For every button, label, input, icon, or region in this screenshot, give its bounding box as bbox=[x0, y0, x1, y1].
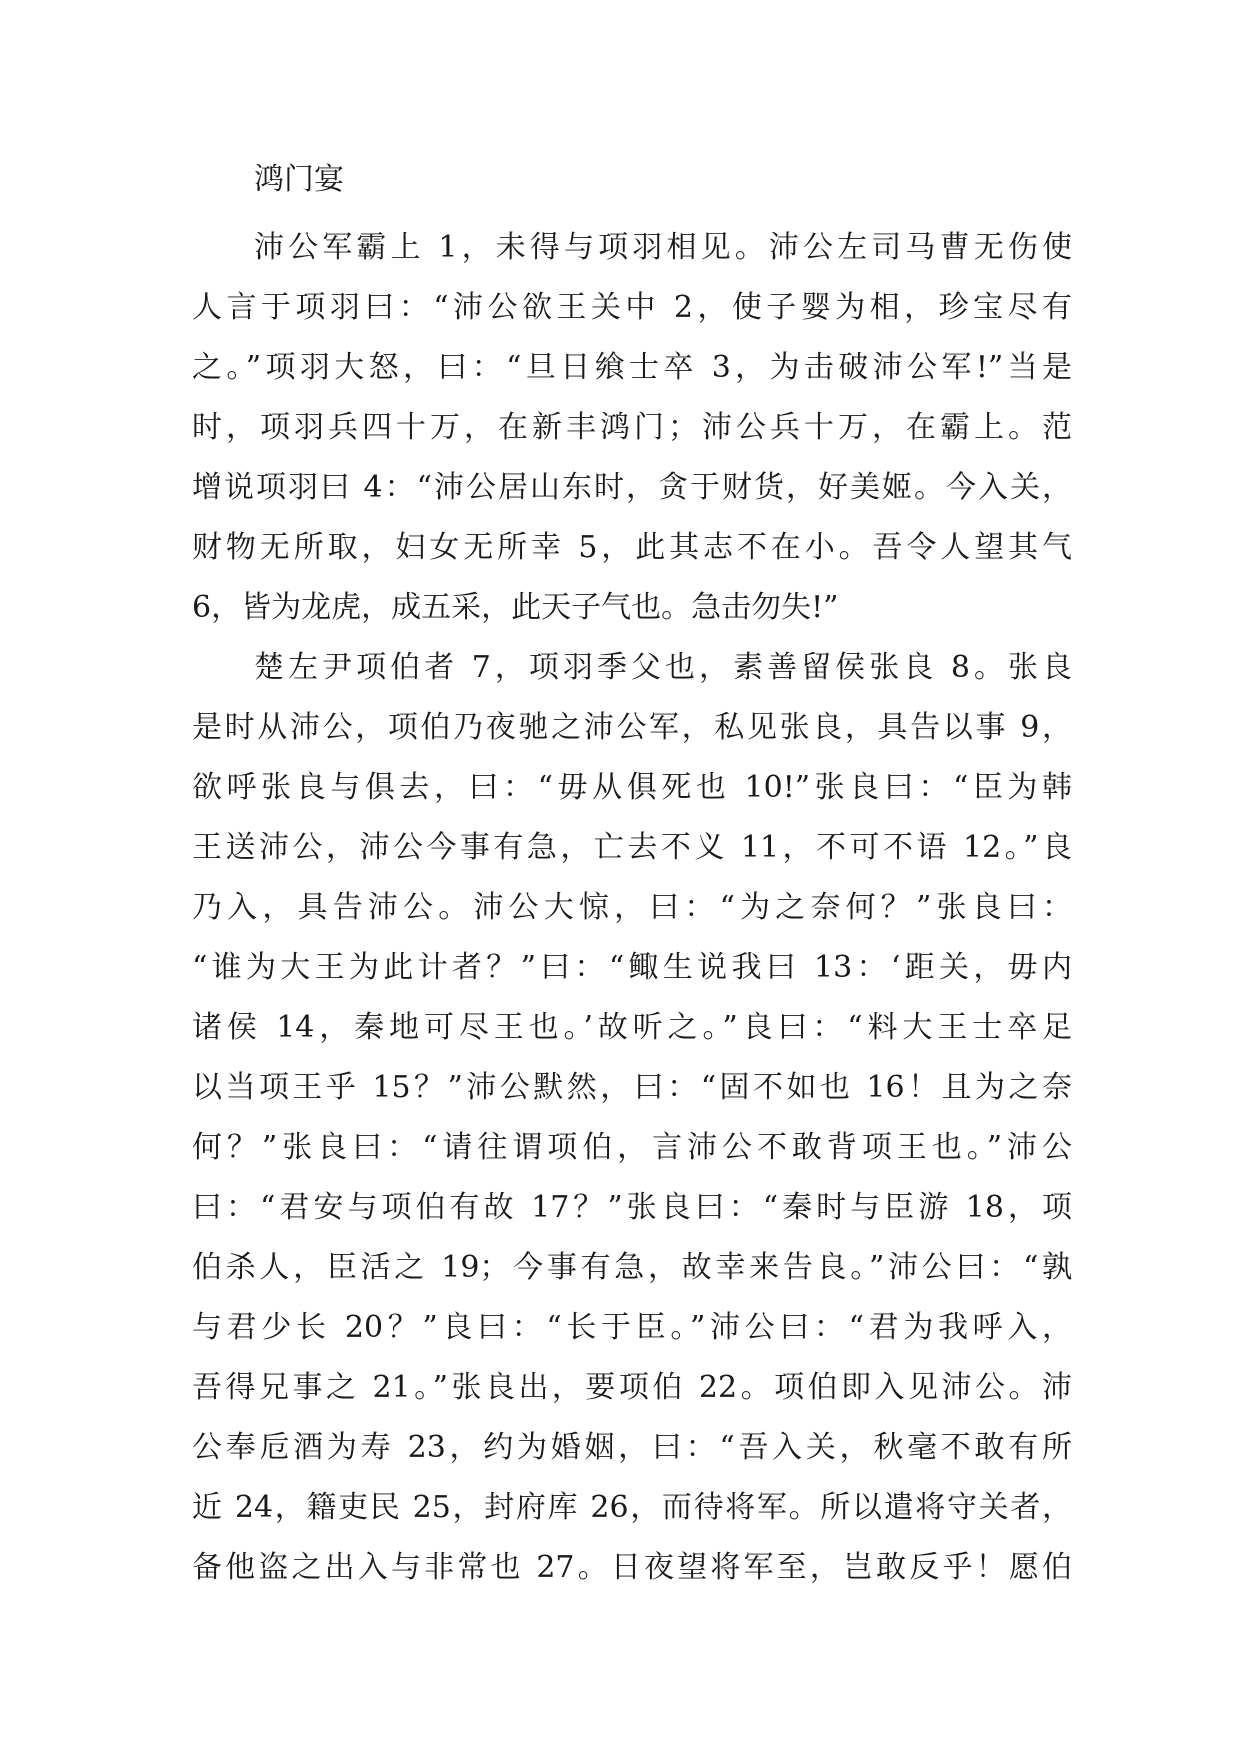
text-line: 吾得兄事之 21。”张良出，要项伯 22。项伯即入见沛公。沛 bbox=[192, 1370, 1072, 1405]
text-line: 欲呼张良与俱去，曰：“毋从俱死也 10!”张良曰：“臣为韩 bbox=[192, 770, 1072, 805]
text-line: 增说项羽曰 4：“沛公居山东时，贪于财货，好美姬。今入关， bbox=[192, 470, 1072, 505]
text-line: 与君少长 20？”良曰：“长于臣。”沛公曰：“君为我呼入， bbox=[192, 1310, 1072, 1345]
document-body bbox=[192, 218, 1072, 1598]
text-line: 人言于项羽曰：“沛公欲王关中 2，使子婴为相，珍宝尽有 bbox=[192, 290, 1072, 325]
text-line: 王送沛公，沛公今事有急，亡去不义 11，不可不语 12。”良 bbox=[192, 830, 1072, 865]
text-line: 之。”项羽大怒，曰：“旦日飨士卒 3，为击破沛公军!”当是 bbox=[192, 350, 1072, 385]
text-line: 时，项羽兵四十万，在新丰鸿门；沛公兵十万，在霸上。范 bbox=[192, 410, 1072, 445]
text-line: 乃入，具告沛公。沛公大惊，曰：“为之奈何？”张良曰： bbox=[192, 890, 1072, 925]
document-title: 鸿门宴 bbox=[254, 162, 344, 197]
text-line: 公奉卮酒为寿 23，约为婚姻，曰：“吾入关，秋毫不敢有所 bbox=[192, 1430, 1072, 1465]
text-line: 6，皆为龙虎，成五采，此天子气也。急击勿失!” bbox=[192, 590, 839, 625]
text-line: 财物无所取，妇女无所幸 5，此其志不在小。吾令人望其气 bbox=[192, 530, 1072, 565]
text-line: 伯杀人，臣活之 19；今事有急，故幸来告良。”沛公曰：“孰 bbox=[192, 1250, 1072, 1285]
text-line: 楚左尹项伯者 7，项羽季父也，素善留侯张良 8。张良 bbox=[254, 650, 1072, 685]
text-line: 曰：“君安与项伯有故 17？”张良曰：“秦时与臣游 18，项 bbox=[192, 1190, 1072, 1225]
text-line: 诸侯 14，秦地可尽王也。’故听之。”良曰：“料大王士卒足 bbox=[192, 1010, 1072, 1045]
text-line: 备他盗之出入与非常也 27。日夜望将军至，岂敢反乎！愿伯 bbox=[192, 1550, 1072, 1585]
text-line: 近 24，籍吏民 25，封府库 26，而待将军。所以遣将守关者， bbox=[192, 1490, 1072, 1525]
text-line: 沛公军霸上 1，未得与项羽相见。沛公左司马曹无伤使 bbox=[254, 230, 1072, 265]
text-line: 以当项王乎 15？”沛公默然，曰：“固不如也 16！且为之奈 bbox=[192, 1070, 1072, 1105]
text-line: 是时从沛公，项伯乃夜驰之沛公军，私见张良，具告以事 9， bbox=[192, 710, 1072, 745]
text-line: “谁为大王为此计者？”曰：“鲰生说我曰 13：‘距关，毋内 bbox=[192, 950, 1072, 985]
text-line: 何？”张良曰：“请往谓项伯，言沛公不敢背项王也。”沛公 bbox=[192, 1130, 1072, 1165]
